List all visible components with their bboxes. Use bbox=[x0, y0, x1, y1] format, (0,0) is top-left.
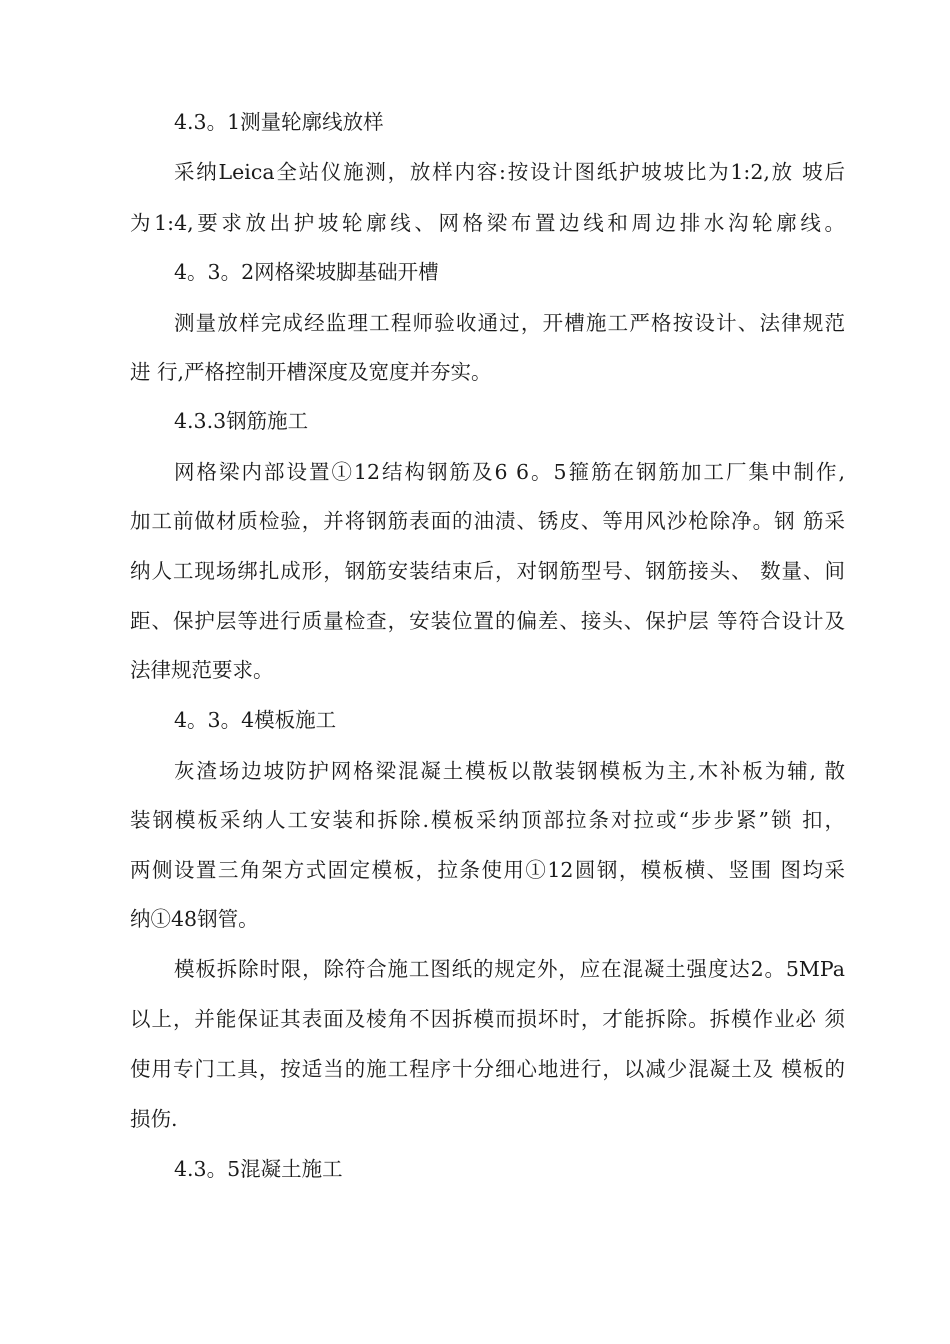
paragraph-line: 进 行,严格控制开槽深度及宽度并夯实。 bbox=[130, 360, 492, 384]
section-heading-4-3-1: 4.3。1测量轮廓线放样 bbox=[174, 110, 384, 134]
paragraph-line: 以上，并能保证其表面及棱角不因拆模而损坏时，才能拆除。拆模作业必 须 bbox=[130, 1007, 845, 1031]
section-heading-4-3-3: 4.3.3钢筋施工 bbox=[174, 409, 309, 433]
paragraph-line: 两侧设置三角架方式固定模板，拉条使用①12圆钢，模板横、竖围 图均采 bbox=[130, 858, 845, 882]
paragraph-line: 测量放样完成经监理工程师验收通过，开槽施工严格按设计、法律规范 bbox=[174, 311, 845, 335]
paragraph-line: 模板拆除时限，除符合施工图纸的规定外，应在混凝土强度达2。5MPa bbox=[174, 957, 845, 981]
paragraph-line: 使用专门工具，按适当的施工程序十分细心地进行，以减少混凝土及 模板的 bbox=[130, 1057, 845, 1081]
paragraph-line: 采纳Leica全站仪施测，放样内容:按设计图纸护坡坡比为1:2,放 坡后 bbox=[174, 160, 845, 184]
paragraph-line: 网格梁内部设置①12结构钢筋及6 6。5箍筋在钢筋加工厂集中制作, bbox=[174, 460, 845, 484]
section-heading-4-3-4: 4。3。4模板施工 bbox=[174, 708, 337, 732]
section-heading-4-3-5: 4.3。5混凝土施工 bbox=[174, 1157, 343, 1181]
paragraph-line: 纳人工现场绑扎成形，钢筋安装结束后，对钢筋型号、钢筋接头、 数量、间 bbox=[130, 559, 845, 583]
paragraph-line: 损伤. bbox=[130, 1107, 178, 1131]
section-heading-4-3-2: 4。3。2网格梁坡脚基础开槽 bbox=[174, 260, 439, 284]
paragraph-line: 距、保护层等进行质量检查，安装位置的偏差、接头、保护层 等符合设计及 bbox=[130, 609, 845, 633]
paragraph-line: 纳①48钢管。 bbox=[130, 907, 259, 931]
paragraph-line: 法律规范要求。 bbox=[130, 658, 274, 682]
paragraph-line: 加工前做材质检验，并将钢筋表面的油渍、锈皮、等用风沙枪除净。钢 筋采 bbox=[130, 509, 845, 533]
paragraph-line: 灰渣场边坡防护网格梁混凝土模板以散装钢模板为主,木补板为辅, 散 bbox=[174, 759, 845, 783]
paragraph-line: 为1:4,要求放出护坡轮廓线、网格梁布置边线和周边排水沟轮廓线。 bbox=[130, 211, 845, 235]
paragraph-line: 装钢模板采纳人工安装和拆除.模板采纳顶部拉条对拉或“步步紧”锁 扣， bbox=[130, 808, 845, 832]
